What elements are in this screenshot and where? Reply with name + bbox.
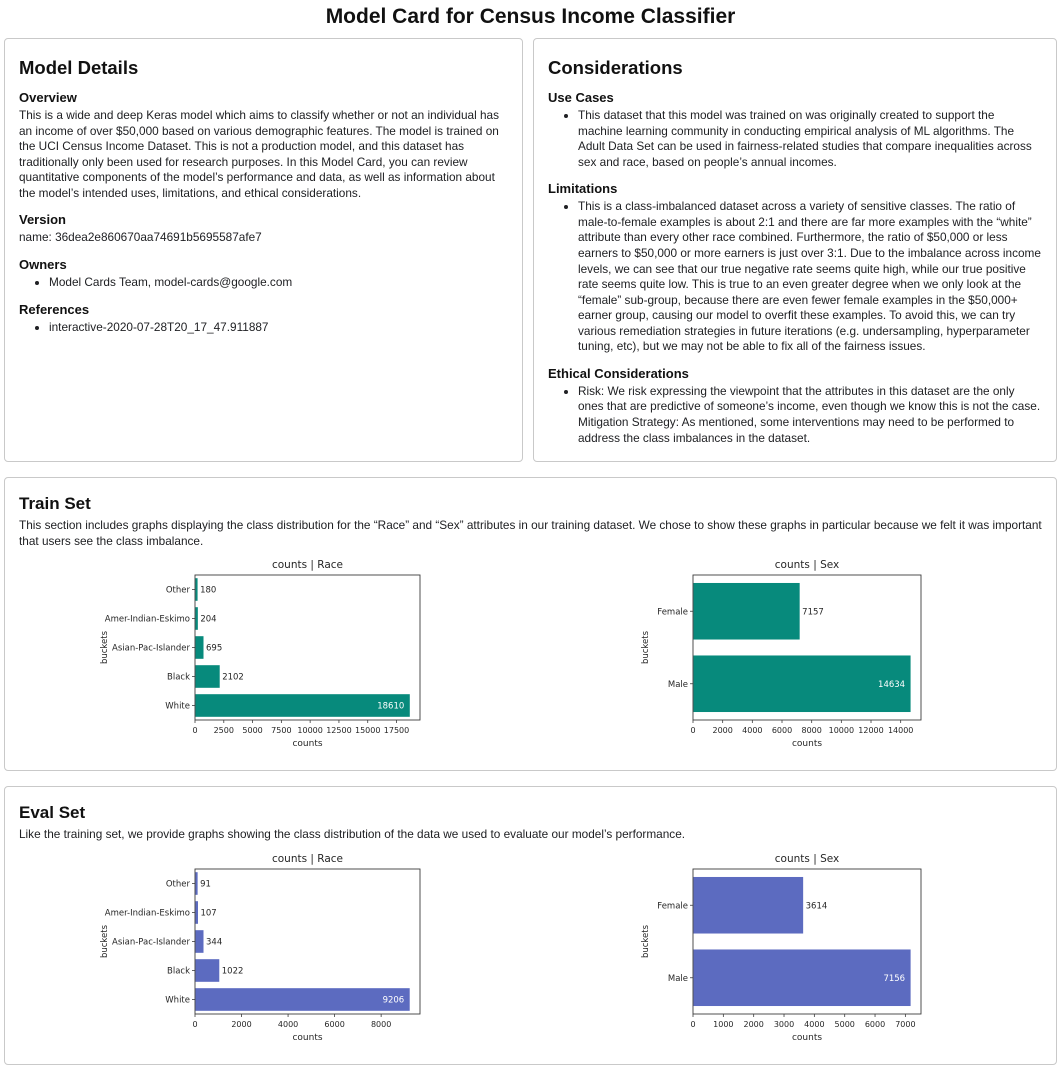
bar-value-label: 344 xyxy=(206,937,223,948)
x-axis-label: counts xyxy=(292,739,323,750)
top-cards-row xyxy=(0,38,1061,462)
use-cases-item xyxy=(578,108,1042,170)
bar-other xyxy=(196,578,198,601)
ethical-mitigation-text: Mitigation Strategy: As mentioned, some interventions may need to be performed to address the class imbalances in the dataset. xyxy=(578,415,1015,445)
ytick-label: Male xyxy=(667,973,688,984)
ytick-label: Female xyxy=(657,901,688,912)
use-cases-heading: Use Cases xyxy=(548,90,614,105)
chart-title: counts | Race xyxy=(271,852,344,865)
bar-value-label: 7157 xyxy=(802,607,824,618)
xtick-label: 3000 xyxy=(773,1019,795,1029)
eval-sex-chart xyxy=(641,849,933,1050)
ethical-risk-text: Risk: We risk expressing the viewpoint that the attributes in this dataset are the only ones that are predictive of someone’s income, even though we know this is not the case. xyxy=(578,383,1041,414)
bar-value-label: 18610 xyxy=(377,701,405,712)
xtick-label: 10000 xyxy=(828,726,855,736)
xtick-label: 12500 xyxy=(326,726,352,736)
x-axis-label: counts xyxy=(791,1032,823,1043)
bar-value-label: 204 xyxy=(200,614,217,625)
version-text: name: 36dea2e860670aa74691b5695587afe7 xyxy=(19,230,262,245)
version-heading: Version xyxy=(19,212,66,228)
train-race-chart xyxy=(100,555,432,756)
xtick-label: 7500 xyxy=(271,726,292,736)
xtick-label: 14000 xyxy=(887,726,914,736)
references-heading: References xyxy=(19,301,90,317)
train-set-title: Train Set xyxy=(19,494,91,514)
limitations-text: This is a class-imbalanced dataset across a variety of sensitive classes. The ratio of male-to-female examples is about 2:1 and there are far more examples with the “white” attribute than every other race combined. Furthermore, the ratio of $50,000 or less earners to $50,000 or more earners is just over 3:1. Due to the imbalance across income levels, we can see that our true negative rate seems quite high, while our true positive rate seems quite low. This is true to an even greater degree when we only look at the “female” sub-group, because there are even fewer female examples in the $50,000+ earner group, causing our model to overfit these examples. To avoid this, we can try various remediation strategies in future iterations (e.g. undersampling, hyperparameter tuning, etc), but we may not be able to fix all of the fairness issues. xyxy=(578,199,1041,354)
x-axis-label: counts xyxy=(292,1032,323,1043)
xtick-label: 12000 xyxy=(858,726,884,736)
xtick-label: 0 xyxy=(690,726,696,736)
chart-title: counts | Race xyxy=(271,559,344,572)
ytick-label: Black xyxy=(167,966,190,977)
bar-white xyxy=(196,988,410,1011)
xtick-label: 4000 xyxy=(742,726,763,736)
bar-female xyxy=(694,583,800,640)
bar-other xyxy=(196,872,198,895)
y-axis-label: buckets xyxy=(641,924,651,958)
xtick-label: 2000 xyxy=(743,1019,764,1029)
considerations-card xyxy=(533,38,1057,462)
xtick-label: 2500 xyxy=(213,726,234,736)
xtick-label: 0 xyxy=(690,1019,696,1029)
model-details-card xyxy=(4,38,523,462)
train-set-card xyxy=(4,477,1057,771)
eval-set-title: Eval Set xyxy=(19,803,86,823)
ytick-label: Male xyxy=(667,680,688,690)
xtick-label: 5000 xyxy=(242,726,263,736)
owners-list xyxy=(19,275,508,291)
ethical-considerations-heading: Ethical Considerations xyxy=(548,365,689,381)
bar-amer-indian-eskimo xyxy=(196,901,198,924)
xtick-label: 0 xyxy=(192,1019,198,1029)
limitations-heading: Limitations xyxy=(548,181,618,197)
xtick-label: 6000 xyxy=(324,1019,345,1029)
ytick-label: Amer-Indian-Eskimo xyxy=(104,614,190,625)
model-details-title: Model Details xyxy=(19,57,139,78)
bar-asian-pac-islander xyxy=(196,636,204,659)
ethical-considerations-item xyxy=(578,384,1042,446)
ytick-label: White xyxy=(165,995,190,1006)
use-cases-text: This dataset that this model was trained on was originally created to support the machine learning community in conducting empirical analysis of ML algorithms. The Adult Data Set can be used in fairness-related studies that compare inequalities across sex and race, based on people’s annual incomes. xyxy=(578,108,1032,169)
ytick-label: Other xyxy=(165,585,190,596)
overview-text: This is a wide and deep Keras model which aims to classify whether or not an individual has an income of over $50,000 based on various demographic features. The model is trained on the UCI Census Income Dataset. This is not a production model, and this dataset has traditionally only been used for research purposes. In this Model Card, you can review quantitative components of the model’s performance and data, as well as information about the model’s intended uses, limitations, and ethical considerations. xyxy=(19,108,499,200)
xtick-label: 8000 xyxy=(370,1019,392,1029)
train-set-description: This section includes graphs displaying the class distribution for the “Race” and “Sex” attributes in our training dataset. We chose to show these graphs in particular because we felt it was important that users see the class imbalance. xyxy=(19,518,1042,548)
limitations-item xyxy=(578,199,1042,355)
eval-sex-svg xyxy=(641,849,933,1045)
xtick-label: 6000 xyxy=(771,726,793,736)
ytick-label: Amer-Indian-Eskimo xyxy=(104,908,190,919)
ytick-label: Other xyxy=(165,879,190,890)
xtick-label: 15000 xyxy=(354,726,381,736)
ytick-label: Female xyxy=(657,607,688,618)
overview-heading: Overview xyxy=(19,90,77,105)
y-axis-label: buckets xyxy=(100,631,110,665)
ytick-label: Asian-Pac-Islander xyxy=(112,643,190,654)
bar-value-label: 91 xyxy=(200,879,211,890)
ytick-label: Asian-Pac-Islander xyxy=(112,937,190,948)
references-list xyxy=(19,320,508,336)
bar-value-label: 1022 xyxy=(221,966,244,977)
xtick-label: 6000 xyxy=(864,1019,886,1029)
xtick-label: 8000 xyxy=(801,726,822,736)
eval-race-svg xyxy=(100,849,432,1045)
bar-value-label: 14634 xyxy=(878,680,906,690)
page-title: Model Card for Census Income Classifier xyxy=(325,5,736,28)
xtick-label: 17500 xyxy=(383,726,410,736)
train-race-svg xyxy=(100,555,432,751)
use-cases-list xyxy=(548,108,1042,170)
bar-asian-pac-islander xyxy=(196,930,204,953)
xtick-label: 0 xyxy=(192,726,198,736)
limitations-list xyxy=(548,199,1042,355)
y-axis-label: buckets xyxy=(100,924,110,958)
bar-value-label: 107 xyxy=(200,908,217,919)
bar-black xyxy=(196,959,220,982)
reference-item: • interactive-2020-07-28T20_17_47.911887 xyxy=(49,320,508,336)
eval-charts-row xyxy=(19,847,1042,1054)
bar-value-label: 695 xyxy=(206,643,223,654)
xtick-label: 5000 xyxy=(834,1019,855,1029)
bar-value-label: 180 xyxy=(200,585,217,596)
bar-amer-indian-eskimo xyxy=(196,607,198,630)
train-charts-row xyxy=(19,553,1042,760)
chart-title: counts | Sex xyxy=(774,559,840,572)
train-sex-chart xyxy=(641,555,933,756)
ethical-considerations-list xyxy=(548,384,1042,446)
eval-set-card xyxy=(4,786,1057,1065)
considerations-title: Considerations xyxy=(548,57,683,78)
bar-value-label: 2102 xyxy=(222,672,244,683)
owners-heading: Owners xyxy=(19,256,67,272)
xtick-label: 4000 xyxy=(804,1019,825,1029)
xtick-label: 2000 xyxy=(231,1019,252,1029)
ytick-label: White xyxy=(165,701,190,712)
xtick-label: 10000 xyxy=(297,726,323,736)
bar-male xyxy=(694,949,911,1006)
xtick-label: 1000 xyxy=(713,1019,734,1029)
owner-item: • Model Cards Team, model-cards@google.com xyxy=(49,275,508,291)
bar-value-label: 3614 xyxy=(805,901,828,912)
bar-female xyxy=(694,877,804,934)
ytick-label: Black xyxy=(167,672,190,683)
eval-race-chart xyxy=(100,849,432,1050)
chart-title: counts | Sex xyxy=(774,852,840,865)
y-axis-label: buckets xyxy=(641,631,651,665)
x-axis-label: counts xyxy=(791,739,823,750)
xtick-label: 7000 xyxy=(895,1019,916,1029)
xtick-label: 2000 xyxy=(712,726,733,736)
train-sex-svg xyxy=(641,555,933,751)
xtick-label: 4000 xyxy=(277,1019,299,1029)
bar-value-label: 9206 xyxy=(382,995,405,1006)
eval-set-description: Like the training set, we provide graphs showing the class distribution of the data we used to evaluate our model’s performance. xyxy=(19,827,686,842)
bar-black xyxy=(196,665,220,688)
bar-value-label: 7156 xyxy=(883,973,906,984)
